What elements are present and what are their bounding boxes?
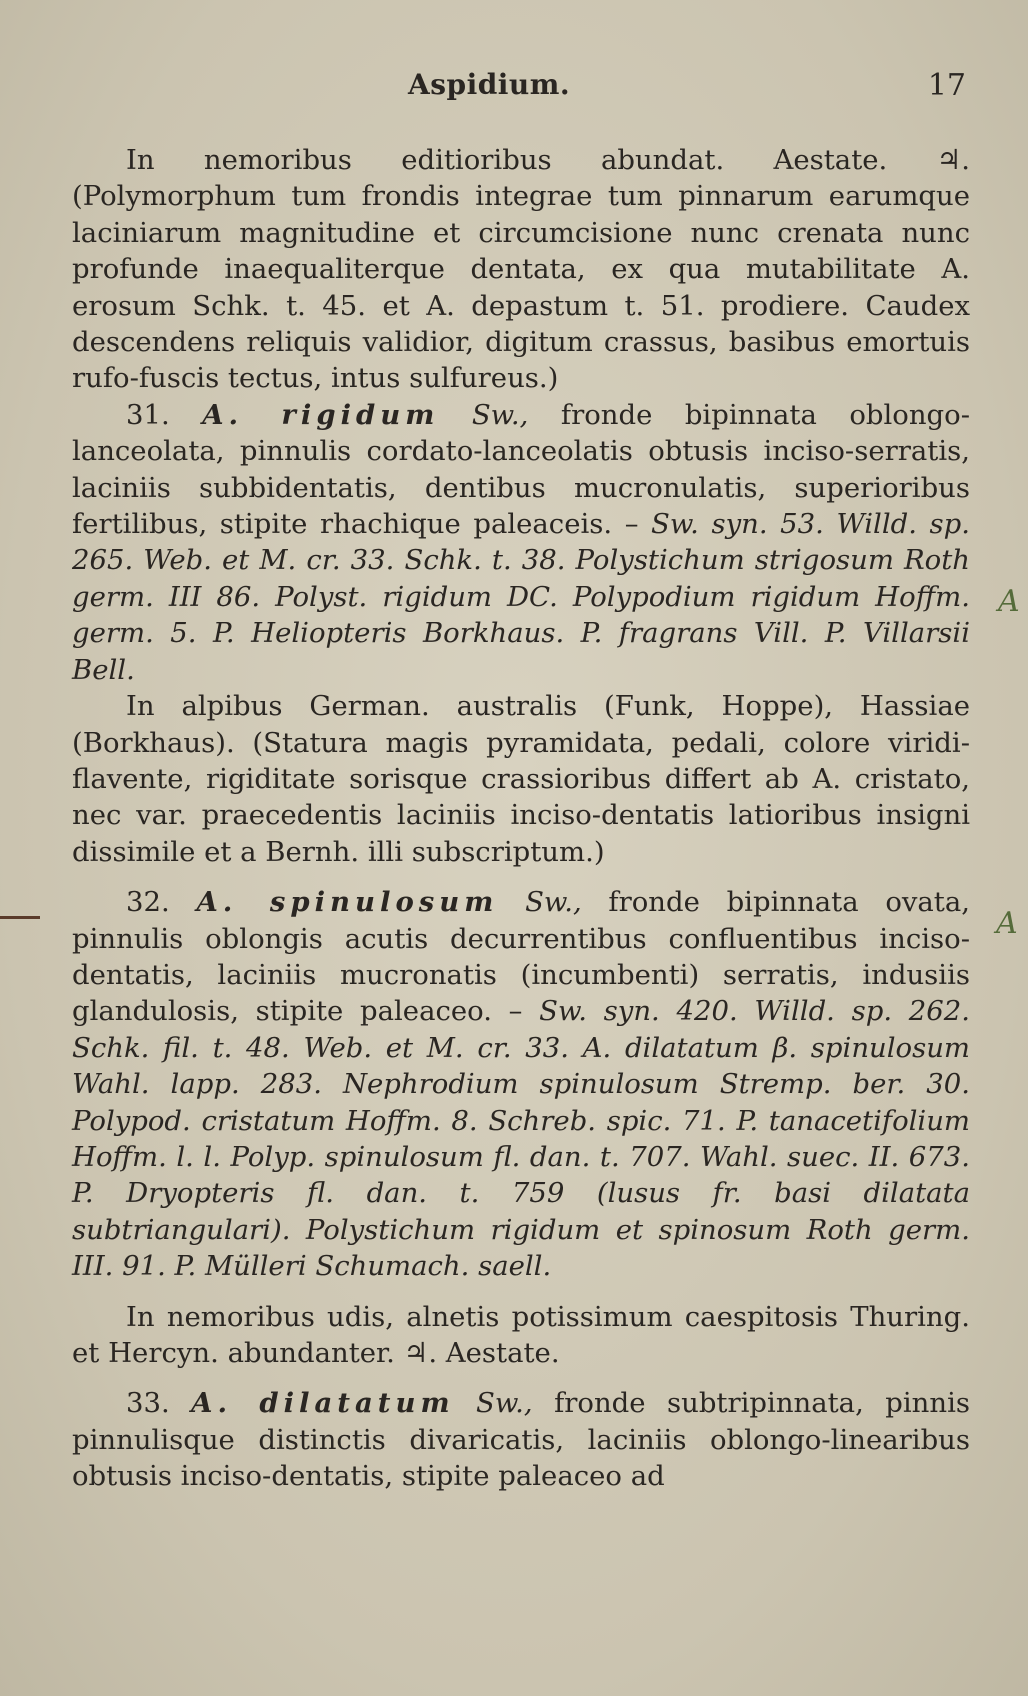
author: Sw.,: [525, 886, 582, 919]
species-name: A. rigidum: [202, 398, 440, 431]
synonymy: Sw. syn. 420. Willd. sp. 262. Schk. fil. t. 48. Web. et M. cr. 33. A. dilatatum β. spinulosum Wahl. lapp. 283. Nephrodium spinulosum Stremp. ber. 30. Polypod. cristatum Hoffm. 8. Schreb. spic. 71. P. tanacetifolium Hoffm. l. l. Polyp. spinulosum fl. dan. t. 707. Wahl. suec. II. 673. P. Dryopteris fl. dan. t. 759 (lusus fr. basi dilatata subtriangulari). Polystichum rigidum et spinosum Roth germ. III. 91. P. Mülleri Schumach. saell.: [72, 995, 970, 1283]
page-header: [70, 68, 970, 108]
author: Sw.,: [476, 1387, 533, 1420]
species-entry-31: [72, 397, 970, 688]
running-title: Aspidium.: [408, 68, 571, 101]
species-entry-33: [72, 1385, 970, 1494]
page-number: 17: [927, 68, 966, 103]
author: Sw.,: [471, 398, 529, 431]
entry-number: 32.: [126, 886, 170, 919]
species-name: A. dilatatum: [191, 1387, 455, 1420]
synonymy: Sw. syn. 53. Willd. sp. 265. Web. et M. cr. 33. Schk. t. 38. Polystichum strigosum Roth germ. III 86. Polyst. rigidum DC. Polypodium rigidum Hoffm. germ. 5. P. Heliopteris Borkhaus. P. fragrans Vill. P. Villarsii Bell.: [72, 508, 970, 686]
description: fronde bipinnata ovata, pinnulis oblongis acutis decurrentibus confluentibus inciso-dentatis, laciniis mucronatis (incumbenti) serratis, indusiis glandulosis, stipite paleaceo. –: [72, 886, 970, 1028]
species-entry-32: [72, 884, 970, 1284]
habitat-paragraph: In alpibus German. australis (Funk, Hoppe), Hassiae (Borkhaus). (Statura magis pyramidata, pedali, colore viridi-flavente, rigiditate sorisque crassioribus differt ab A. cristato, nec var. praecedentis laciniis inciso-dentatis latioribus insigni dissimile et a Bernh. illi subscriptum.): [72, 690, 970, 868]
species-name: A. spinulosum: [196, 886, 499, 919]
entry-number: 33.: [126, 1387, 170, 1420]
margin-rule: [0, 916, 40, 919]
description: fronde subtripinnata, pinnis pinnulisque distinctis divaricatis, laciniis oblongo-linearibus obtusis inciso-dentatis, stipite paleaceo ad: [72, 1387, 970, 1493]
margin-annotation: A: [998, 584, 1020, 619]
entry-number: 31.: [126, 398, 170, 431]
description: fronde bipinnata oblongo-lanceolata, pinnulis cordato-lanceolatis obtusis inciso-serratis, laciniis subbidentatis, dentibus mucronulatis, superioribus fertilibus, stipite rhachique paleaceis. –: [72, 398, 971, 541]
page-body: [72, 142, 970, 1495]
habitat-paragraph: In nemoribus editioribus abundat. Aestate. ♃. (Polymorphum tum frondis integrae tum pinnarum earumque laciniarum magnitudine et circumcisione nunc crenata nunc profunde inaequaliterque dentata, ex qua mutabilitate A. erosum Schk. t. 45. et A. depastum t. 51. prodiere. Caudex descendens reliquis validior, digitum crassus, basibus emortuis rufo-fuscis tectus, intus sulfureus.): [72, 144, 970, 395]
margin-annotation: A: [996, 906, 1018, 941]
habitat-paragraph: In nemoribus udis, alnetis potissimum caespitosis Thuring. et Hercyn. abundanter. ♃. Aestate.: [72, 1300, 970, 1369]
